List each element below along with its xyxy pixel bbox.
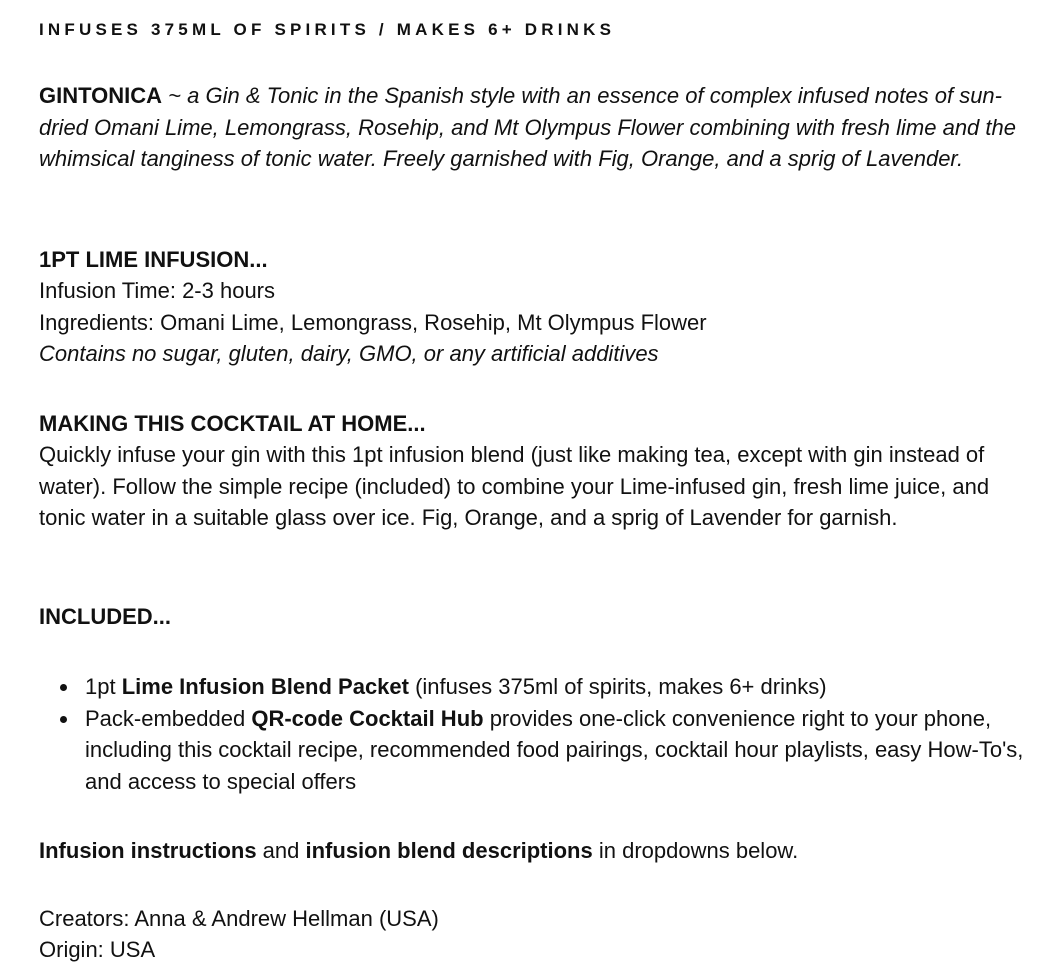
making-heading: MAKING THIS COCKTAIL AT HOME... — [39, 411, 426, 436]
infusion-heading: 1PT LIME INFUSION... — [39, 247, 268, 272]
included-heading: INCLUDED... — [39, 604, 171, 629]
descriptions-label: infusion blend descriptions — [305, 838, 593, 863]
origin-line: Origin: USA — [39, 937, 156, 962]
infusion-note: Contains no sugar, gluten, dairy, GMO, or any artificial additives — [39, 341, 659, 366]
cocktail-description: a Gin & Tonic in the Spanish style with an essence of complex infused notes of sun-dried Omani Lime, Lemongrass, Rosehip, and Mt Olympus Flower combining with fresh lime and the whimsical tanginess of tonic water. Freely garnished with Fig, Orange, and a sprig of Lavender. — [39, 83, 1016, 171]
infusion-ingredients: Ingredients: Omani Lime, Lemongrass, Rosehip, Mt Olympus Flower — [39, 310, 707, 335]
infusion-time: Infusion Time: 2-3 hours — [39, 278, 276, 303]
item-highlight: QR-code Cocktail Hub — [251, 705, 484, 731]
making-text: Quickly infuse your gin with this 1pt infusion blend (just like making tea, except with gin instead of water). Follow the simple recipe (included) to combine your Lime-infused gin, fresh lime juice, and tonic water in a suitable glass over ice. Fig, Orange, and a sprig of Lavender for garnish. — [39, 442, 990, 530]
tagline: INFUSES 375ML OF SPIRITS / MAKES 6+ DRINKS — [39, 20, 616, 39]
cocktail-name: GINTONICA — [39, 83, 163, 108]
intro-paragraph — [39, 80, 1029, 175]
bullet-icon — [60, 716, 67, 723]
dropdowns-note: Infusion instructions and infusion blend descriptions in dropdowns below. — [39, 838, 799, 863]
instructions-label: Infusion instructions — [39, 838, 257, 863]
included-list — [39, 671, 1029, 797]
intro-separator: ~ — [162, 83, 188, 108]
list-item: 1pt Lime Infusion Blend Packet (infuses 375ml of spirits, makes 6+ drinks) — [39, 671, 1029, 703]
item-highlight: Lime Infusion Blend Packet — [121, 674, 409, 699]
bullet-icon — [60, 684, 67, 691]
creators-line: Creators: Anna & Andrew Hellman (USA) — [39, 906, 439, 931]
list-item: Pack-embedded QR-code Cocktail Hub provides one-click convenience right to your phone, including this cocktail recipe, recommended food pairings, cocktail hour playlists, easy How-To's, and access to special offers — [39, 703, 1029, 798]
